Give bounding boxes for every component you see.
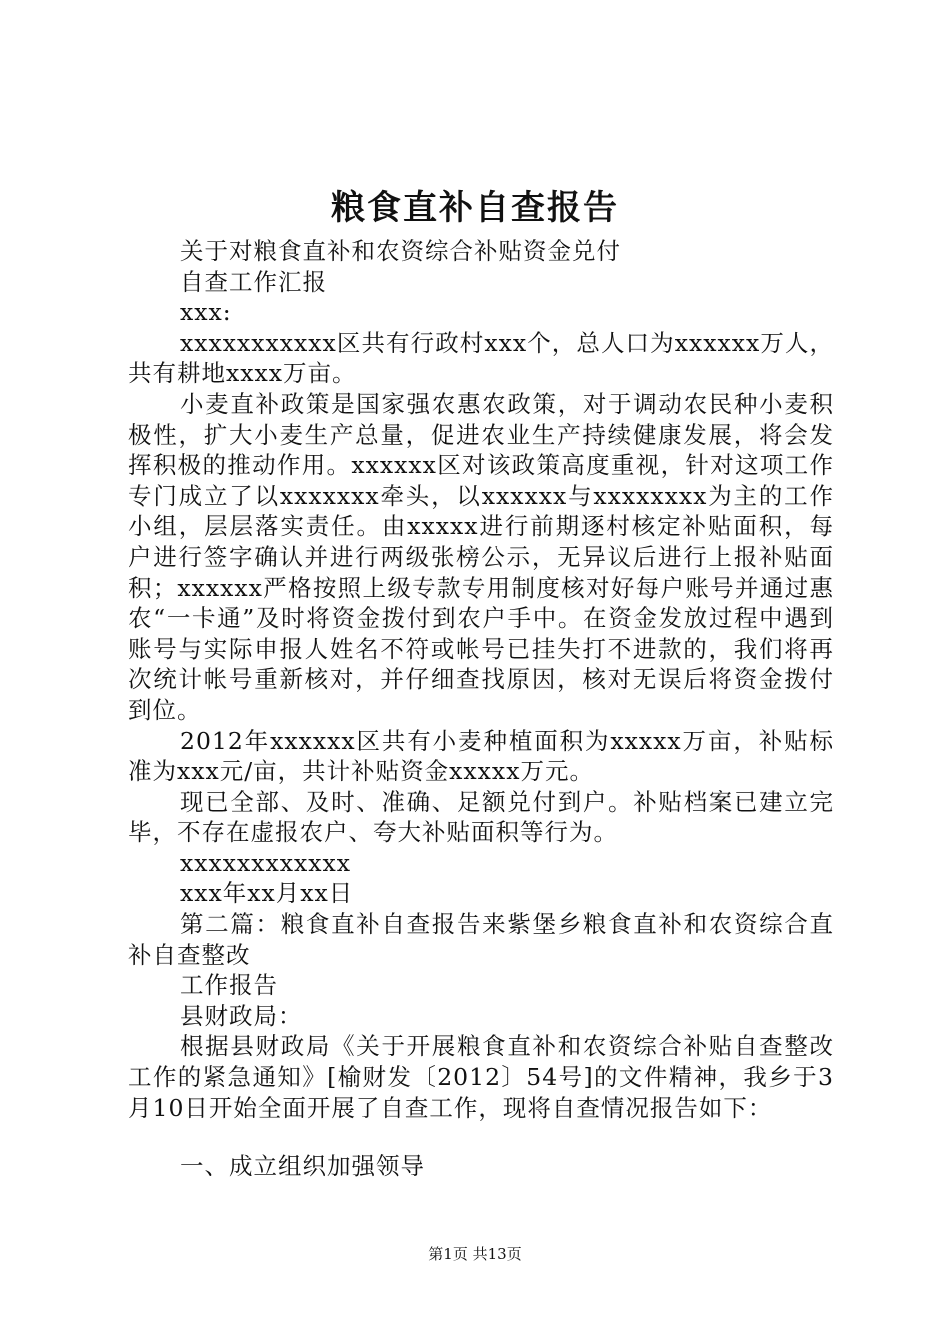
document-body [128,236,834,1182]
paragraph-second-title: 第二篇：粮食直补自查报告来紫堡乡粮食直补和农资综合直补自查整改 [128,910,834,969]
paragraph-subject-line-1: 关于对粮食直补和农资综合补贴资金兑付 [180,237,621,265]
document-title: 粮食直补自查报告 [331,188,619,228]
paragraph-work-report: 工作报告 [180,971,278,1000]
paragraph-recipient: 县财政局： [180,1001,303,1030]
paragraph-salutation: xxx: [180,298,232,327]
paragraph-basis: 根据县财政局《关于开展粮食直补和农资综合补贴自查整改工作的紧急通知》[榆财发〔2012〕54号]的文件精神，我乡于3月10日开始全面开展了自查工作，现将自查情况报告如下： [128,1032,834,1122]
section-heading-1: 一、成立组织加强领导 [180,1152,425,1181]
paragraph-signature: xxxxxxxxxxxx [180,848,352,877]
paragraph-overview: xxxxxxxxxxx区共有行政村xxx个，总人口为xxxxxx万人，共有耕地xxxx万亩。 [128,328,834,388]
page-footer: 第1页 共13页 [428,1245,522,1263]
paragraph-date: xxx年xx月xx日 [180,879,354,908]
paragraph-policy: 小麦直补政策是国家强农惠农政策，对于调动农民种小麦积极性，扩大小麦生产总量，促进农业生产持续健康发展，将会发挥积极的推动作用。xxxxxx区对该政策高度重视，针对这项工作专门成立了以xxxxxxx牵头，以xxxxxx与xxxxxxxx为主的工作小组，层层落实责任。由xxxxx进行前期逐村核定补贴面积，每户进行签字确认并进行两级张榜公示，无异议后进行上报补贴面积；xxxxxx严格按照上级专款专用制度核对好每户账号并通过惠农“一卡通”及时将资金拨付到农户手中。在资金发放过程中遇到账号与实际申报人姓名不符或帐号已挂失打不进款的，我们将再次统计帐号重新核对，并仔细查找原因，核对无误后将资金拨付到位。 [128,389,834,724]
paragraph-2012-data: 2012年xxxxxx区共有小麦种植面积为xxxxx万亩，补贴标准为xxx元/亩，共计补贴资金xxxxx万元。 [128,726,834,786]
paragraph-subject-line-2: 自查工作汇报 [180,267,327,296]
paragraph-status: 现已全部、及时、准确、足额兑付到户。补贴档案已建立完毕，不存在虚报农户、夸大补贴面积等行为。 [128,787,834,847]
